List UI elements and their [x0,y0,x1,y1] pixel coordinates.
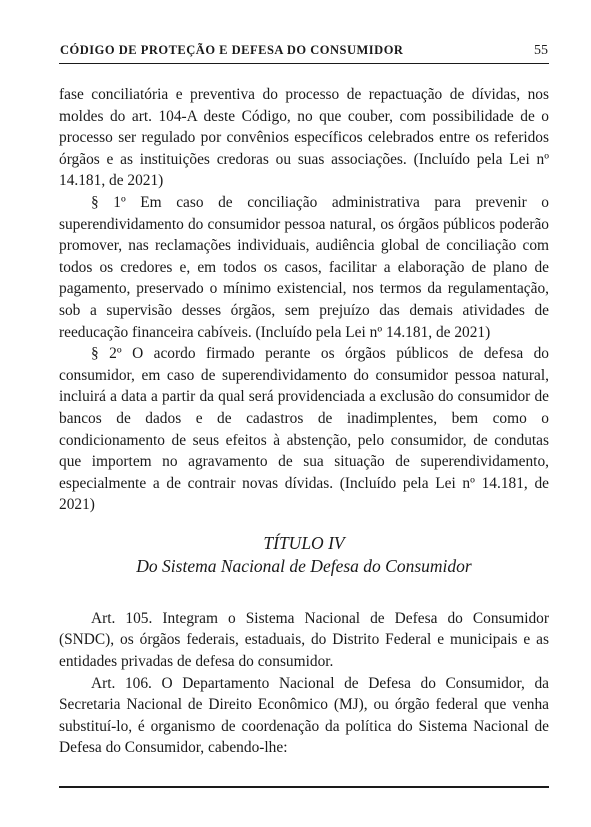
paragraph-art-105: Art. 105. Integram o Sistema Nacional de Defesa do Consumidor (SNDC), os órgãos federais, estaduais, do Distrito Federal e municipais e as entidades privadas de defesa do consumidor. [59,609,549,671]
title-number: TÍTULO IV [263,532,345,553]
title-name: Do Sistema Nacional de Defesa do Consumidor [136,555,472,576]
paragraph-continuation: fase conciliatória e preventiva do processo de repactuação de dívidas, nos moldes do art. 104-A deste Código, no que couber, com possibilidade de o processo ser regulado por convênios específicos celebrados entre os referidos órgãos e as instituições credoras ou suas associações. (Incluído pela Lei nº 14.181, de 2021) [59,86,549,190]
header-rule [59,63,549,64]
page-number: 55 [534,43,548,58]
footer-rule [59,786,549,788]
page-body [59,84,549,759]
running-header [60,43,548,59]
running-title: CÓDIGO DE PROTEÇÃO E DEFESA DO CONSUMIDOR [60,43,404,57]
paragraph-section-2: § 2º O acordo firmado perante os órgãos públicos de defesa do consumidor, em caso de superendividamento do consumidor pessoa natural, incluirá a data a partir da qual será providenciada a exclusão do consumidor de bancos de dados e de cadastros de inadimplentes, bem como o condicionamento de seus efeitos à abstenção, pelo consumidor, de condutas que importem no agravamento de sua situação de superendividamento, especialmente a de contrair novas dívidas. (Incluído pela Lei nº 14.181, de 2021) [59,345,549,514]
paragraph-section-1: § 1º Em caso de conciliação administrativa para prevenir o superendividamento do consumidor pessoa natural, os órgãos públicos poderão promover, nas reclamações individuais, audiência global de conciliação com todos os credores e, em todos os casos, facilitar a elaboração de plano de pagamento, preservado o mínimo existencial, nos termos da regulamentação, sob a supervisão desses órgãos, sem prejuízo das demais atividades de reeducação financeira cabíveis. (Incluído pela Lei nº 14.181, de 2021) [59,193,549,341]
paragraph-art-106: Art. 106. O Departamento Nacional de Defesa do Consumidor, da Secretaria Nacional de Direito Econômico (MJ), ou órgão federal que venha substituí-lo, é organismo de coordenação da política do Sistema Nacional de Defesa do Consumidor, cabendo-lhe: [59,674,549,757]
title-heading [59,532,549,578]
